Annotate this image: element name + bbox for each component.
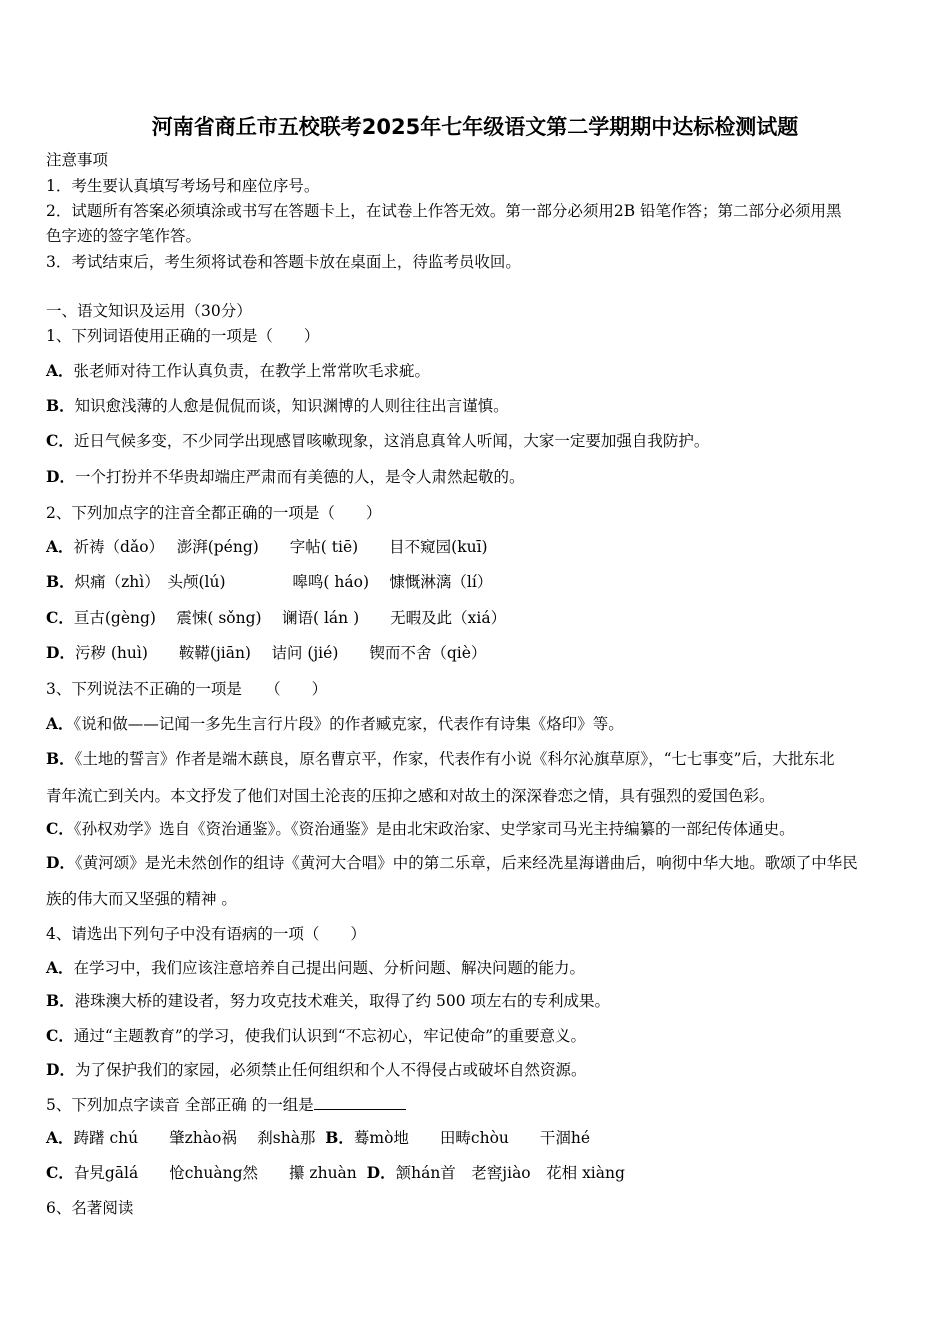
notice-heading: 注意事项 bbox=[46, 151, 109, 169]
question-stem: 1、下列词语使用正确的一项是（ ） bbox=[46, 327, 320, 345]
option: D．一个打扮并不华贵却端庄严肃而有美德的人，是令人肃然起敬的。 bbox=[46, 467, 525, 486]
option: A．在学习中，我们应该注意培养自己提出问题、分析问题、解决问题的能力。 bbox=[46, 958, 586, 977]
notice-item: 2．试题所有答案必须填涂或书写在答题卡上，在试卷上作答无效。第一部分必须用2B 铅笔作答；第二部分必须用黑 bbox=[46, 202, 842, 220]
option: C．亘古(gèng) 震悚( sǒng) 谰语( lán ) 无暇及此（xiá） bbox=[46, 608, 507, 627]
option: D．《黄河颂》是光未然创作的组诗《黄河大合唱》中的第二乐章，后来经冼星海谱曲后，响彻中华大地。歌颂了中华民 bbox=[46, 853, 858, 872]
option: B．《土地的誓言》作者是端木蕻良，原名曹京平，作家，代表作有小说《科尔沁旗草原》，“七七事变”后，大批东北 bbox=[46, 749, 835, 768]
question-stem: 2、下列加点字的注音全都正确的一项是（ ） bbox=[46, 504, 382, 522]
option: D．污秽 (huì) 鞍鞯(jiān) 诘问 (jié) 锲而不舍（qiè） bbox=[46, 643, 487, 662]
option-continued: 族的伟大而又坚强的精神 。 bbox=[46, 890, 237, 908]
question-stem: 6、名著阅读 bbox=[46, 1199, 134, 1217]
option: B．知识愈浅薄的人愈是侃侃而谈，知识渊博的人则往往出言谨慎。 bbox=[46, 396, 509, 415]
option-row: C．旮旯gālá 怆chuàng然 攥 zhuàn D．颔hán首 老窖jiào 花相 xiàng bbox=[46, 1163, 625, 1182]
question-stem: 3、下列说法不正确的一项是 （ ） bbox=[46, 680, 328, 698]
option: C．《孙权劝学》选自《资治通鉴》。《资治通鉴》是由北宋政治家、史学家司马光主持编纂的一部纪传体通史。 bbox=[46, 819, 795, 838]
notice-item: 3．考试结束后，考生须将试卷和答题卡放在桌面上，待监考员收回。 bbox=[46, 253, 521, 271]
option: C．通过“主题教育”的学习，使我们认识到“不忘初心，牢记使命”的重要意义。 bbox=[46, 1026, 587, 1045]
section-heading: 一、语文知识及运用（30分） bbox=[46, 302, 252, 320]
option: B．炽痛（zhì） 头颅(lú) 嗥鸣( háo) 慷慨淋漓（lí） bbox=[46, 572, 493, 591]
option: D．为了保护我们的家园，必须禁止任何组织和个人不得侵占或破坏自然资源。 bbox=[46, 1060, 587, 1079]
question-stem: 4、请选出下列句子中没有语病的一项（ ） bbox=[46, 925, 366, 943]
option-continued: 青年流亡到关内。本文抒发了他们对国土沦丧的压抑之感和对故土的深深眷恋之情，具有强烈的爱国色彩。 bbox=[46, 787, 775, 805]
question-stem: 5、下列加点字读音 全部正确 的一组是 bbox=[46, 1095, 406, 1115]
option: B．港珠澳大桥的建设者，努力攻克技术难关，取得了约 500 项左右的专利成果。 bbox=[46, 991, 611, 1010]
option-row: A．踌躇 chú 肇zhào祸 刹shà那 B．蓦mò地 田畴chòu 干涸hé bbox=[46, 1128, 591, 1147]
option: A．张老师对待工作认真负责，在教学上常常吹毛求疵。 bbox=[46, 361, 431, 380]
notice-item: 1．考生要认真填写考场号和座位序号。 bbox=[46, 177, 320, 195]
option: C．近日气候多变，不少同学出现感冒咳嗽现象，这消息真耸人听闻，大家一定要加强自我防护。 bbox=[46, 431, 710, 450]
notice-item: 色字迹的签字笔作答。 bbox=[46, 227, 202, 245]
option: A．祈祷（dǎo） 澎湃(péng) 字帖( tiē) 目不窥园(kuī) bbox=[46, 537, 488, 556]
answer-blank bbox=[314, 1095, 406, 1110]
option: A．《说和做——记闻一多先生言行片段》的作者臧克家，代表作有诗集《烙印》等。 bbox=[46, 714, 624, 733]
document-title: 河南省商丘市五校联考2025年七年级语文第二学期期中达标检测试题 bbox=[151, 115, 799, 139]
